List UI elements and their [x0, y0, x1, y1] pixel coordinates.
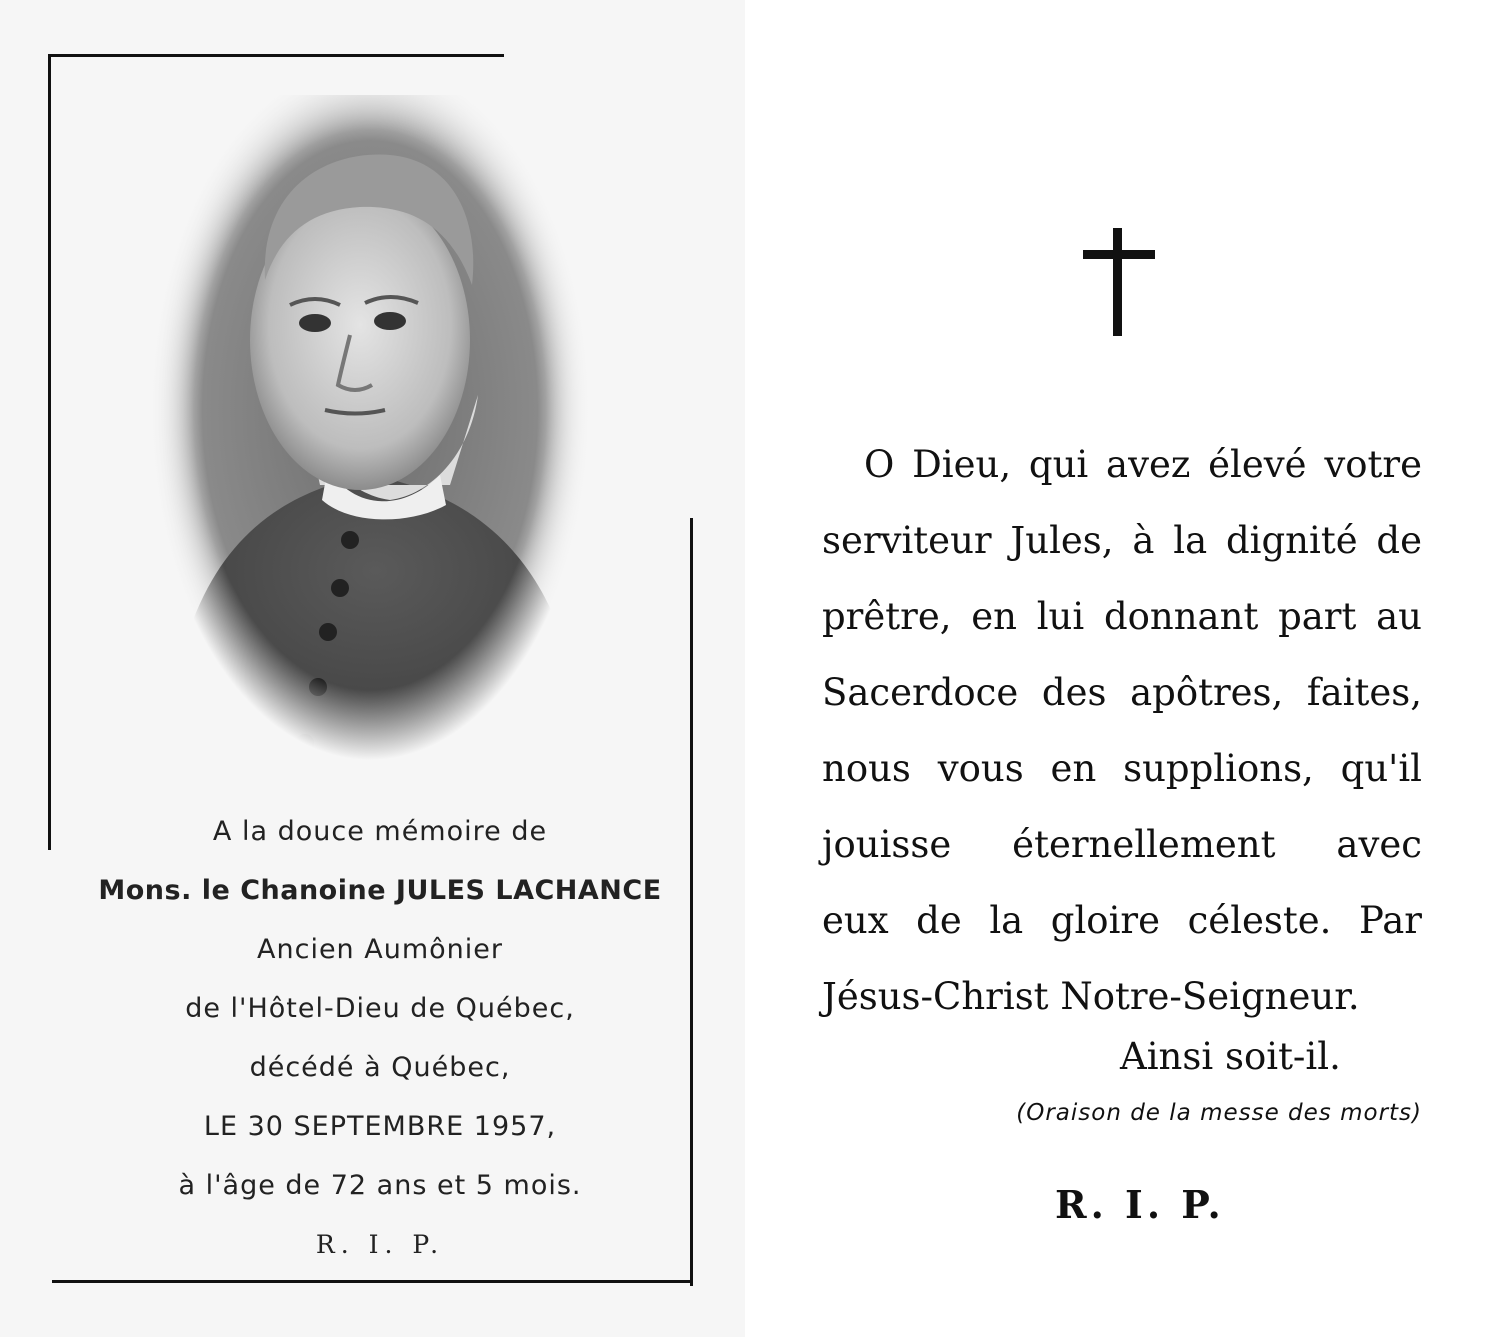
- priest-portrait: [150, 95, 590, 795]
- prayer-text: [822, 440, 1422, 1048]
- prayer-line: jouisse éternellement avec: [822, 823, 1422, 866]
- frame-left-line: [48, 54, 51, 850]
- prayer-line: prêtre, en lui donnant part au: [822, 595, 1422, 638]
- dedication-text: A la douce mémoire de: [212, 816, 548, 847]
- death-date-text: LE 30 SEPTEMBRE 1957,: [203, 1111, 557, 1142]
- deceased-title: Ancien Aumônier: [257, 934, 503, 965]
- death-place-text: décédé à Québec,: [249, 1052, 511, 1083]
- prayer-line: nous vous en supplions, qu'il: [822, 747, 1422, 790]
- age-text: à l'âge de 72 ans et 5 mois.: [178, 1170, 582, 1201]
- memorial-text: [60, 812, 700, 1284]
- latin-cross-icon: [1083, 228, 1155, 336]
- prayer-line: serviteur Jules, à la dignité de: [822, 519, 1422, 562]
- rip-text-small: R. I. P.: [315, 1230, 445, 1259]
- prayer-line: Sacerdoce des apôtres, faites,: [822, 671, 1422, 714]
- prayer-source: (Oraison de la messe des morts): [1016, 1100, 1422, 1126]
- prayer-line: O Dieu, qui avez élevé votre: [864, 443, 1422, 486]
- frame-top-line: [48, 54, 504, 57]
- prayer-line: eux de la gloire céleste. Par: [822, 899, 1422, 942]
- memorial-card: [0, 0, 745, 1337]
- amen-text: Ainsi soit-il.: [1120, 1035, 1341, 1078]
- deceased-name: Mons. le Chanoine JULES LACHANCE: [98, 875, 662, 906]
- prayer-line: Jésus-Christ Notre-Seigneur.: [822, 975, 1360, 1018]
- institution-text: de l'Hôtel-Dieu de Québec,: [185, 993, 575, 1024]
- rip-text-large: R. I. P.: [1055, 1182, 1225, 1227]
